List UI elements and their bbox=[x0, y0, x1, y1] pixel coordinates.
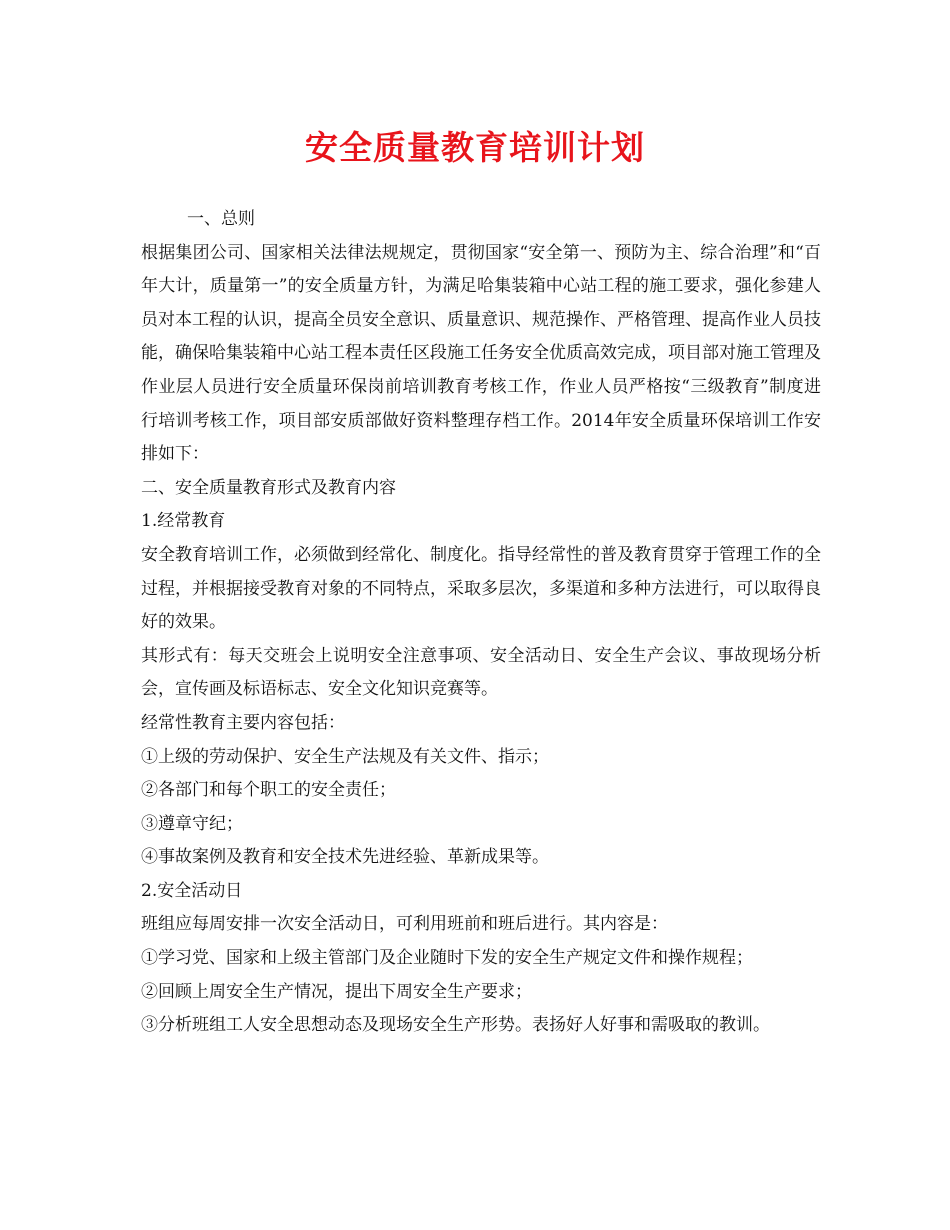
paragraph-contents-intro: 经常性教育主要内容包括： bbox=[141, 712, 345, 733]
section-heading-forms: 二、安全质量教育形式及教育内容 bbox=[141, 477, 396, 498]
subheading-safety-day: 2.安全活动日 bbox=[141, 880, 243, 901]
paragraph-regular-education: 安全教育培训工作，必须做到经常化、制度化。指导经常性的普及教育贯穿于管理工作的全过程，并根据接受教育对象的不同特点，采取多层次，多渠道和多种方法进行，可以取得良好的效果。 bbox=[141, 544, 821, 633]
list-item: ④事故案例及教育和安全技术先进经验、革新成果等。 bbox=[141, 847, 549, 868]
list-item: ③遵章守纪； bbox=[141, 813, 243, 834]
list-item: ②回顾上周安全生产情况，提出下周安全生产要求； bbox=[141, 981, 532, 1002]
paragraph-forms: 其形式有：每天交班会上说明安全注意事项、安全活动日、安全生产会议、事故现场分析会，宣传画及标语标志、安全文化知识竞赛等。 bbox=[141, 645, 821, 700]
list-item: ③分析班组工人安全思想动态及现场安全生产形势。表扬好人好事和需吸取的教训。 bbox=[141, 1015, 770, 1036]
paragraph-intro: 根据集团公司、国家相关法律法规规定，贯彻国家“安全第一、预防为主、综合治理”和“百年大计，质量第一”的安全质量方针，为满足哈集装箱中心站工程的施工要求，强化参建人员对本工程的认识，提高全员安全意识、质量意识、规范操作、严格管理、提高作业人员技能，确保哈集装箱中心站工程本责任区段施工任务安全优质高效完成，项目部对施工管理及作业层人员进行安全质量环保岗前培训教育考核工作，作业人员严格按“三级教育”制度进行培训考核工作，项目部安质部做好资料整理存档工作。2014年安全质量环保培训工作安排如下： bbox=[141, 242, 821, 465]
list-item: ①学习党、国家和上级主管部门及企业随时下发的安全生产规定文件和操作规程； bbox=[141, 948, 753, 969]
document-title: 安全质量教育培训计划 bbox=[305, 128, 645, 167]
list-item: ②各部门和每个职工的安全责任； bbox=[141, 780, 396, 801]
list-item: ①上级的劳动保护、安全生产法规及有关文件、指示； bbox=[141, 746, 549, 767]
section-heading-general: 一、总则 bbox=[187, 209, 255, 229]
subheading-regular-education: 1.经常教育 bbox=[141, 511, 226, 532]
paragraph-safety-day: 班组应每周安排一次安全活动日，可利用班前和班后进行。其内容是： bbox=[141, 914, 668, 935]
document-body bbox=[141, 203, 821, 1043]
